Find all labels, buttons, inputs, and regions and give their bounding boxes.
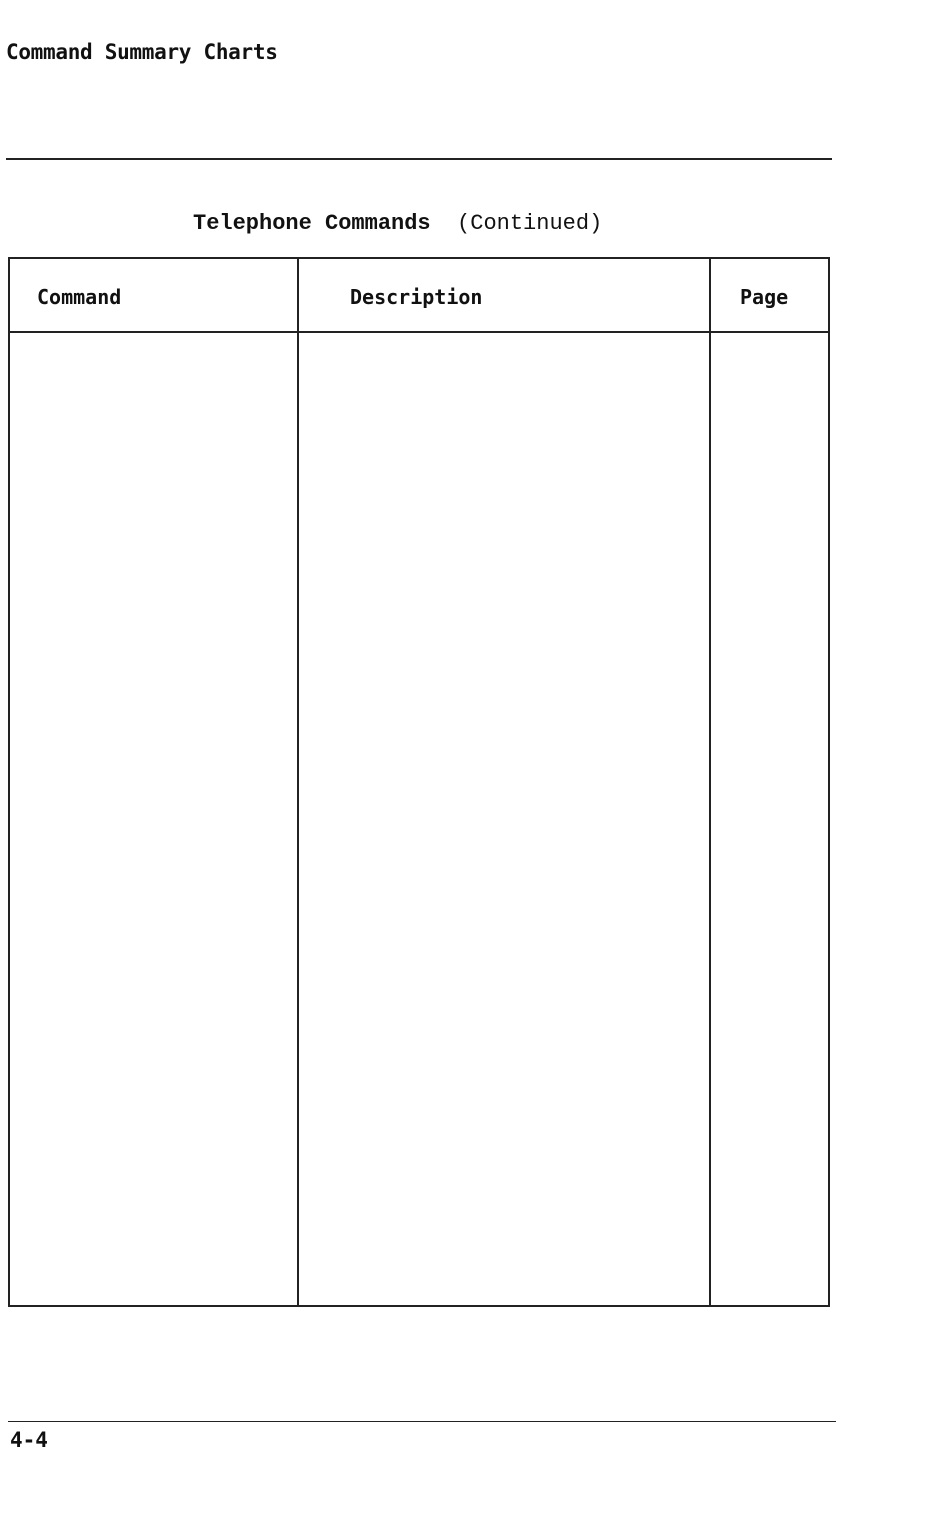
- header-command: Command: [37, 285, 122, 309]
- column-divider: [709, 259, 711, 1305]
- header-page: Page: [740, 285, 789, 309]
- page-number: 4-4: [10, 1428, 48, 1452]
- running-head: Command Summary Charts: [6, 40, 278, 64]
- command-table: [8, 257, 830, 1307]
- table-title: [193, 211, 602, 236]
- bottom-rule: [8, 1421, 836, 1422]
- header-divider: [10, 331, 828, 333]
- column-divider: [297, 259, 299, 1305]
- table-title-main: Telephone Commands: [193, 211, 431, 236]
- header-description: Description: [350, 285, 483, 309]
- table-title-continued: (Continued): [457, 211, 603, 236]
- top-rule: [6, 158, 832, 160]
